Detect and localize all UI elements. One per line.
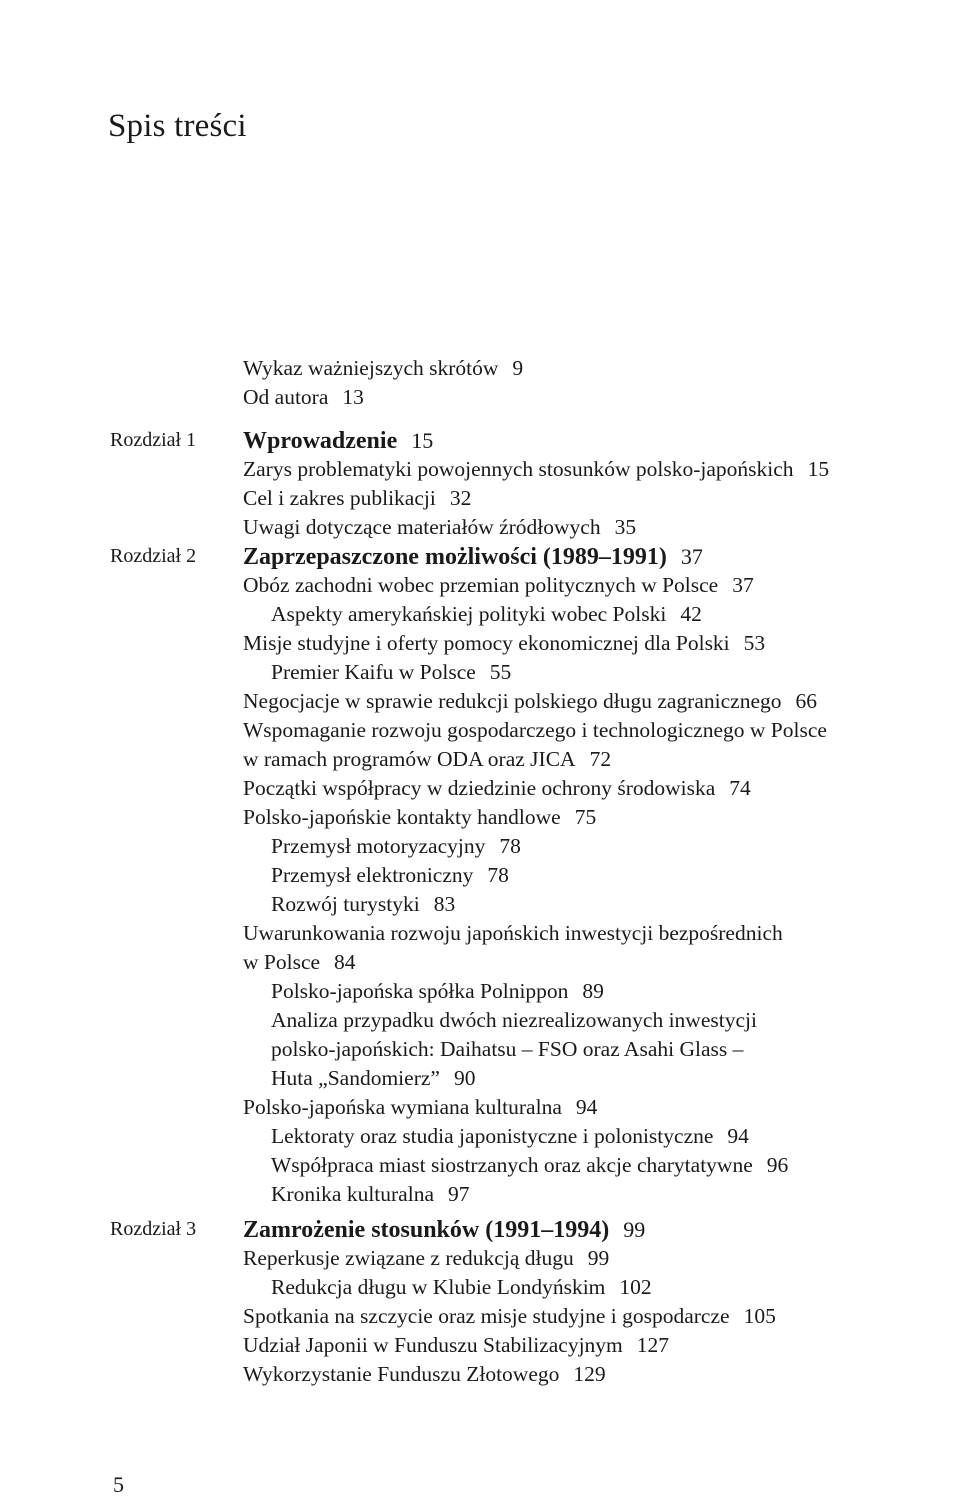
toc-entry-text: w Polsce	[243, 950, 321, 974]
toc-entry-text: Spotkania na szczycie oraz misje studyjne i gospodarcze	[243, 1304, 730, 1328]
toc-entry-page: 66	[795, 689, 817, 713]
toc-entry-page: 102	[619, 1275, 652, 1299]
chapter-title: Zaprzepaszczone możliwości (1989–1991)	[243, 544, 667, 570]
toc-entry	[0, 1244, 960, 1273]
toc-entry-text: Analiza przypadku dwóch niezrealizowanych inwestycji	[271, 1008, 757, 1032]
toc-entry	[0, 484, 960, 513]
toc-entry	[0, 1122, 960, 1151]
toc-entry-text: Polsko-japońskie kontakty handlowe	[243, 805, 561, 829]
toc-entry-text: Polsko-japońska wymiana kulturalna	[243, 1095, 562, 1119]
toc-entry-page: 94	[727, 1124, 749, 1148]
toc-entry-page: 74	[729, 776, 751, 800]
toc-entry-page: 84	[334, 950, 356, 974]
toc-entry-text: Współpraca miast siostrzanych oraz akcje charytatywne	[271, 1153, 753, 1177]
toc-entry	[0, 455, 960, 484]
toc-entry-page: 37	[732, 573, 754, 597]
toc-entry-page: 89	[582, 979, 604, 1003]
toc-entry-text: Misje studyjne i oferty pomocy ekonomicznej dla Polski	[243, 631, 730, 655]
toc-entry	[0, 571, 960, 600]
chapter-heading	[0, 542, 960, 571]
toc-entry-text: Lektoraty oraz studia japonistyczne i polonistyczne	[271, 1124, 714, 1148]
toc-entry-page: 15	[807, 457, 830, 481]
chapter-page: 99	[623, 1217, 646, 1242]
toc-entry-page: 99	[587, 1246, 610, 1270]
toc-entry-text: Uwagi dotyczące materiałów źródłowych	[243, 515, 601, 539]
toc-entry	[0, 600, 960, 629]
toc-entry-text: Negocjacje w sprawie redukcji polskiego długu zagranicznego	[243, 689, 782, 713]
toc-entry	[0, 658, 960, 687]
toc-entry	[0, 948, 960, 977]
toc-entry-page: 90	[453, 1066, 476, 1090]
toc-entry	[0, 919, 960, 948]
page-number: 5	[113, 1472, 124, 1497]
toc-entry-text: Wspomaganie rozwoju gospodarczego i technologicznego w Polsce	[243, 718, 827, 742]
toc-entry-page: 105	[743, 1304, 776, 1328]
toc-entry	[0, 687, 960, 716]
toc-entry	[0, 861, 960, 890]
chapter-page: 15	[411, 428, 434, 453]
toc-entry	[0, 977, 960, 1006]
toc-entry-text: Udział Japonii w Funduszu Stabilizacyjnym	[243, 1333, 623, 1357]
chapter-title: Wprowadzenie	[243, 428, 398, 454]
table-of-contents	[0, 354, 960, 1389]
toc-entry	[0, 803, 960, 832]
toc-entry	[0, 716, 960, 745]
toc-entry	[0, 1151, 960, 1180]
toc-entry	[0, 1035, 960, 1064]
chapter-heading	[0, 1215, 960, 1244]
toc-entry-page: 127	[636, 1333, 670, 1357]
toc-entry	[0, 1180, 960, 1209]
toc-entry-text: Aspekty amerykańskiej polityki wobec Polski	[271, 602, 667, 626]
toc-entry-text: Wykorzystanie Funduszu Złotowego	[243, 1362, 560, 1386]
toc-entry-text: Od autora	[243, 385, 329, 409]
toc-entry-page: 42	[680, 602, 702, 626]
toc-entry-text: Obóz zachodni wobec przemian politycznych w Polsce	[243, 573, 719, 597]
toc-entry-page: 13	[342, 385, 364, 409]
toc-entry-text: Polsko-japońska spółka Polnippon	[271, 979, 569, 1003]
chapter-page: 37	[680, 544, 703, 569]
toc-entry	[0, 832, 960, 861]
toc-entry-page: 78	[499, 834, 521, 858]
toc-entry-page: 96	[766, 1153, 789, 1177]
toc-entry	[0, 890, 960, 919]
toc-entry-text: Zarys problematyki powojennych stosunków polsko-japońskich	[243, 457, 794, 481]
toc-entry	[0, 745, 960, 774]
toc-entry	[0, 513, 960, 542]
toc-entry-text: w ramach programów ODA oraz JICA	[243, 747, 576, 771]
toc-entry-text: Początki współpracy w dziedzinie ochrony środowiska	[243, 776, 716, 800]
chapter-title: Zamrożenie stosunków (1991–1994)	[243, 1217, 610, 1243]
toc-entry-text: Redukcja długu w Klubie Londyńskim	[271, 1275, 606, 1299]
toc-entry	[0, 1273, 960, 1302]
toc-entry	[0, 629, 960, 658]
toc-entry-page: 53	[743, 631, 766, 655]
toc-entry-page: 83	[433, 892, 456, 916]
page-title: Spis treści	[108, 108, 247, 144]
toc-entry-text: Huta „Sandomierz”	[271, 1066, 440, 1090]
toc-entry-page: 9	[512, 356, 524, 380]
toc-entry-text: Cel i zakres publikacji	[243, 486, 436, 510]
toc-entry-text: polsko-japońskich: Daihatsu – FSO oraz Asahi Glass –	[271, 1037, 744, 1061]
chapter-heading	[0, 426, 960, 455]
toc-entry-page: 129	[573, 1362, 606, 1386]
toc-entry-page: 55	[489, 660, 512, 684]
toc-entry-page: 72	[589, 747, 612, 771]
toc-entry-page: 35	[614, 515, 637, 539]
toc-entry-page: 94	[575, 1095, 598, 1119]
toc-entry	[0, 1331, 960, 1360]
toc-entry-text: Wykaz ważniejszych skrótów	[243, 356, 499, 380]
toc-entry-page: 78	[487, 863, 509, 887]
toc-entry-text: Kronika kulturalna	[271, 1182, 434, 1206]
toc-entry	[0, 774, 960, 803]
toc-entry	[0, 1093, 960, 1122]
toc-entry-text: Reperkusje związane z redukcją długu	[243, 1246, 574, 1270]
toc-entry-page: 75	[574, 805, 597, 829]
toc-entry-text: Przemysł elektroniczny	[271, 863, 474, 887]
toc-entry	[0, 1302, 960, 1331]
toc-entry-text: Uwarunkowania rozwoju japońskich inwestycji bezpośrednich	[243, 921, 783, 945]
toc-entry	[0, 1064, 960, 1093]
toc-entry-page: 32	[449, 486, 472, 510]
toc-entry	[0, 1360, 960, 1389]
toc-entry-text: Przemysł motoryzacyjny	[271, 834, 486, 858]
toc-entry-text: Premier Kaifu w Polsce	[271, 660, 476, 684]
toc-entry	[0, 383, 960, 412]
toc-entry-page: 97	[448, 1182, 470, 1206]
chapter-label: Rozdział 1	[110, 429, 197, 451]
chapter-label: Rozdział 3	[110, 1218, 197, 1240]
toc-entry-text: Rozwój turystyki	[271, 892, 420, 916]
toc-entry	[0, 354, 960, 383]
toc-entry	[0, 1006, 960, 1035]
chapter-label: Rozdział 2	[110, 545, 197, 567]
